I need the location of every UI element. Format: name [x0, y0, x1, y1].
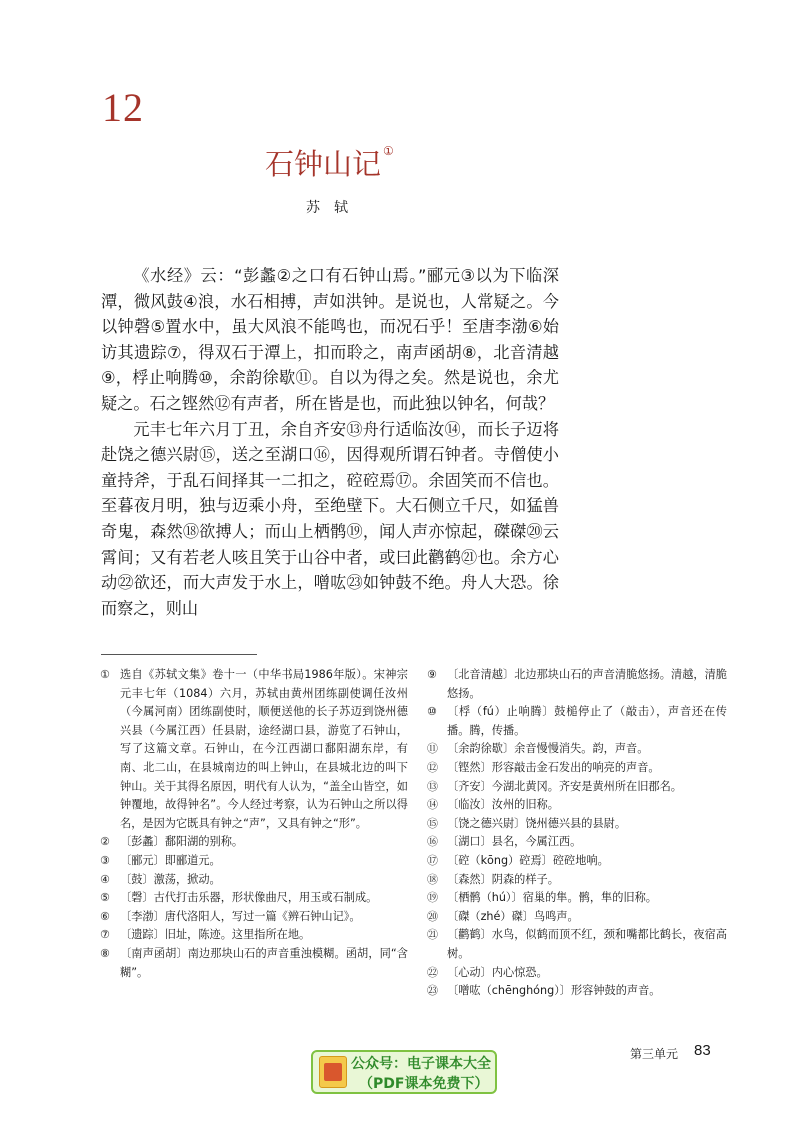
footnote-item: [427, 778, 727, 797]
footnote-item: [427, 926, 727, 963]
footnote-item: [100, 833, 408, 852]
footnote-number: ⑪: [427, 742, 438, 756]
footnote-text: 选自《苏轼文集》卷十一（中华书局1986年版）。宋神宗元丰七年（1084）六月，苏轼由黄州团练副使调任汝州（今属河南）团练副使时，顺便送他的长子苏迈到饶州德兴县（今属江西）任县尉，途经湖口县，游览了石钟山，写了这篇文章。石钟山，在今江西湖口鄱阳湖东岸，有南、北二山，在县城南边的叫上钟山，在县城北边的叫下钟山。关于其得名原因，明代有人认为，“盖全山皆空，如钟覆地，故得钟名”。今人经过考察，认为石钟山之所以得名，是因为它既具有钟之“声”，又具有钟之“形”。: [120, 668, 408, 830]
footnote-item: [427, 759, 727, 778]
footnote-item: [100, 871, 408, 890]
footnote-item: [427, 964, 727, 983]
footnote-number: ⑳: [427, 909, 438, 923]
book-logo-icon: [319, 1056, 347, 1088]
footnote-text: 〔鼓〕激荡，掀动。: [120, 872, 221, 886]
footnote-text: 〔森然〕阴森的样子。: [447, 872, 559, 886]
footnote-text: 〔饶之德兴尉〕饶州德兴县的县尉。: [447, 816, 627, 830]
footnote-text: 〔临汝〕汝州的旧称。: [447, 798, 559, 812]
footnote-text: 〔鹳鹤〕水鸟，似鹤而顶不红，颈和嘴都比鹤长，夜宿高树。: [447, 928, 727, 960]
footnote-number: ⑨: [427, 668, 437, 681]
footnote-number: ㉒: [427, 965, 438, 979]
page-number: 83: [694, 1042, 711, 1059]
footnotes-right-column: [427, 666, 727, 1001]
main-text: [101, 263, 559, 621]
footnote-item: [427, 871, 727, 890]
footnote-item: [427, 815, 727, 834]
footnote-number: ②: [100, 835, 110, 849]
footnote-text: 〔李渤〕唐代洛阳人，写过一篇《辨石钟山记》。: [120, 909, 361, 923]
footnote-number: ⑤: [100, 891, 110, 905]
footnote-number: ⑲: [427, 891, 438, 905]
footnote-item: [427, 833, 727, 852]
footnote-number: ⑦: [100, 928, 110, 942]
footnote-item: [427, 889, 727, 908]
watermark-banner: [311, 1050, 497, 1094]
footnote-text: 〔心动〕内心惊恐。: [447, 965, 548, 979]
footnote-item: [427, 908, 727, 927]
footnote-text: 〔郦元〕即郦道元。: [120, 853, 221, 867]
footnote-item: [427, 740, 727, 759]
footnote-text: 〔磬〕古代打击乐器，形状像曲尺，用玉或石制成。: [120, 891, 378, 905]
footnote-number: ⑰: [427, 853, 438, 867]
footnote-text: 〔桴（fú）止响腾〕鼓槌停止了（敲击），声音还在传播。腾，传播。: [447, 705, 727, 737]
footnote-item: [100, 666, 408, 833]
footnote-item: [100, 926, 408, 945]
footnote-text: 〔南声函胡〕南边那块山石的声音重浊模糊。函胡，同“含糊”。: [120, 946, 408, 979]
footnote-text: 〔栖鹘（hú）〕宿巢的隼。鹘，隼的旧称。: [447, 891, 657, 905]
footnote-text: 〔北音清越〕北边那块山石的声音清脆悠扬。清越，清脆悠扬。: [447, 668, 727, 700]
footnote-item: [427, 852, 727, 871]
footnote-item: [100, 852, 408, 871]
footnote-item: [100, 945, 408, 982]
footnotes-left-column: [100, 666, 408, 982]
footnote-number: ⑱: [427, 872, 438, 886]
footnote-number: ⑭: [427, 798, 438, 812]
footnote-number: ③: [100, 853, 110, 867]
footnote-item: [100, 908, 408, 927]
footnote-text: 〔铿然〕形容敲击金石发出的响亮的声音。: [447, 760, 660, 774]
footnote-item: [100, 889, 408, 908]
footnote-number: ㉓: [427, 984, 438, 998]
footnote-number: ㉑: [427, 928, 438, 942]
lesson-number: 12: [102, 85, 144, 130]
footnote-item: [427, 703, 727, 740]
footnote-number: ④: [100, 872, 110, 886]
footnote-item: [427, 796, 727, 815]
title-note-mark[interactable]: ①: [383, 144, 394, 158]
footnote-number: ⑮: [427, 816, 438, 830]
footnote-number: ⑯: [427, 835, 438, 849]
footnote-text: 〔硿（kōng）硿焉〕硿硿地响。: [447, 853, 609, 867]
footnote-text: 〔磔（zhé）磔〕鸟鸣声。: [447, 909, 579, 923]
footnote-text: 〔遗踪〕旧址，陈迹。这里指所在地。: [120, 928, 311, 942]
footnote-text: 〔齐安〕今湖北黄冈。齐安是黄州所在旧郡名。: [447, 779, 682, 793]
page-title: [265, 142, 394, 183]
paragraph-1: 《水经》云：“彭蠡②之口有石钟山焉。”郦元③以为下临深潭，微风鼓④浪，水石相搏，声如洪钟。是说也，人常疑之。今以钟磬⑤置水中，虽大风浪不能鸣也，而况石乎！至唐李渤⑥始访其遗踪⑦，得双石于潭上，扣而聆之，南声函胡⑧，北音清越⑨，桴止响腾⑩，余韵徐歇⑪。自以为得之矣。然是说也，余尤疑之。石之铿然⑫有声者，所在皆是也，而此独以钟名，何哉？: [101, 266, 559, 413]
footnote-number: ①: [100, 668, 110, 681]
footnote-text: 〔余韵徐歇〕余音慢慢消失。韵，声音。: [447, 742, 649, 756]
footnote-text: 〔湖口〕县名，今属江西。: [447, 835, 582, 849]
watermark-line-1: 公众号：电子课本大全: [351, 1056, 491, 1072]
footnote-text: 〔噌吰（chēnghóng）〕形容钟鼓的声音。: [447, 984, 661, 998]
footnote-text: 〔彭蠡〕鄱阳湖的别称。: [120, 835, 244, 849]
footnote-number: ⑫: [427, 760, 438, 774]
title-text: 石钟山记: [265, 147, 382, 181]
footnote-number: ⑬: [427, 779, 438, 793]
footnote-number: ⑧: [100, 946, 110, 960]
watermark-line-2: （PDF课本免费下）: [359, 1076, 489, 1092]
footnote-number: ⑩: [427, 705, 437, 719]
footnote-number: ⑥: [100, 909, 110, 923]
author: 苏轼: [306, 200, 362, 216]
footnote-item: [427, 982, 727, 1001]
unit-label: 第三单元: [630, 1047, 679, 1061]
footnote-item: [427, 666, 727, 703]
paragraph-2: 元丰七年六月丁丑，余自齐安⑬舟行适临汝⑭，而长子迈将赴饶之德兴尉⑮，送之至湖口⑯，因得观所谓石钟者。寺僧使小童持斧，于乱石间择其一二扣之，硿硿焉⑰。余固笑而不信也。至暮夜月明，独与迈乘小舟，至绝壁下。大石侧立千尺，如猛兽奇鬼，森然⑱欲搏人；而山上栖鹘⑲，闻人声亦惊起，磔磔⑳云霄间；又有若老人咳且笑于山谷中者，或曰此鹳鹤㉑也。余方心动㉒欲还，而大声发于水上，噌吰㉓如钟鼓不绝。舟人大恐。徐而察之，则山: [101, 419, 559, 618]
footnote-divider: [101, 654, 257, 655]
